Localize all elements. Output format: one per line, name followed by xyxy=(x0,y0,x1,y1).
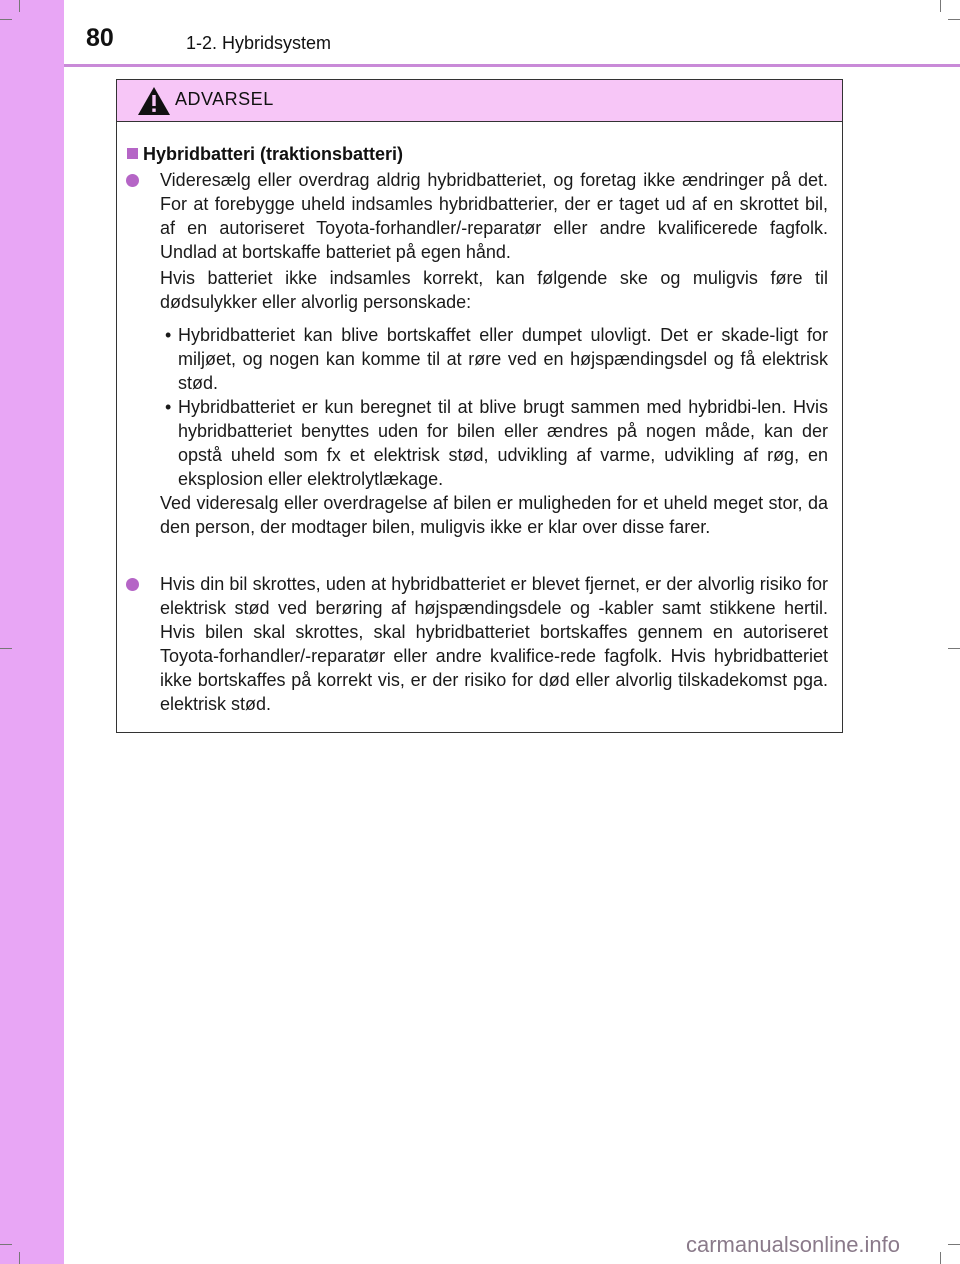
warning-box xyxy=(116,79,843,733)
paragraph: Ved videresalg eller overdragelse af bilen er muligheden for et uheld meget stor, da den person, der modtager bilen, muligvis ikke er klar over disse farer. xyxy=(160,493,828,537)
page-number: 80 xyxy=(86,24,114,52)
page-sidebar-band xyxy=(0,0,64,1264)
dot-marker: • xyxy=(165,325,172,345)
warning-title: ADVARSEL xyxy=(175,89,274,109)
list-item-text: Hybridbatteriet er kun beregnet til at blive brugt sammen med hybridbi-len. Hvis hybridbatteriet benyttes uden for bilen eller ændres på nogen måde, kan der opstå uheld som fx et elektrisk stød, udvikling af varme, udvikling af røg, en eksplosion eller elektrolytlækage. xyxy=(178,397,828,489)
list-item xyxy=(160,323,828,395)
circle-bullet-icon xyxy=(126,174,139,187)
crop-mark xyxy=(940,0,941,12)
square-bullet-icon xyxy=(127,148,138,159)
crop-mark xyxy=(948,1244,960,1245)
section-heading-text: Hybridbatteri (traktionsbatteri) xyxy=(143,144,404,164)
paragraph: Videresælg eller overdrag aldrig hybridbatteriet, og foretag ikke ændringer på det. For at forebygge uheld indsamles hybridbatterier, der er taget ud af en skrottet bil, af en autoriseret Toyota-forhandler/-reparatør eller andre kvalificerede fagfolk. Undlad at bortskaffe batteriet på egen hånd. xyxy=(160,170,828,262)
crop-mark xyxy=(0,19,12,20)
crop-mark xyxy=(19,1252,20,1264)
crop-mark xyxy=(19,0,20,12)
crop-mark xyxy=(0,1244,12,1245)
section-title: 1-2. Hybridsystem xyxy=(186,33,332,53)
list-item-text: Hybridbatteriet kan blive bortskaffet eller dumpet ulovligt. Det er skade-ligt for miljøet, og nogen kan komme til at røre ved en højspændingsdel og få elektrisk stød. xyxy=(178,325,828,393)
list-item xyxy=(160,395,828,491)
crop-mark xyxy=(948,648,960,649)
paragraph: Hvis din bil skrottes, uden at hybridbatteriet er blevet fjernet, er der alvorlig risiko for elektrisk stød ved berøring af højspændingsdele og -kabler samt stikkene hertil. Hvis bilen skal skrottes, skal hybridbatteriet bortskaffes gennem en autoriseret Toyota-forhandler/-reparatør eller andre kvalifice-rede fagfolk. Hvis hybridbatteriet ikke bortskaffes på korrekt vis, er der risiko for død eller alvorlig tilskadekomst pga. elektrisk stød. xyxy=(160,574,828,714)
section-heading xyxy=(127,144,403,165)
paragraph: Hvis batteriet ikke indsamles korrekt, kan følgende ske og muligvis føre til dødsulykker eller alvorlig personskade: xyxy=(160,268,828,312)
watermark: carmanualsonline.info xyxy=(686,1232,901,1257)
warning-triangle-icon xyxy=(137,85,171,117)
crop-mark xyxy=(940,1252,941,1264)
circle-bullet-icon xyxy=(126,578,139,591)
crop-mark xyxy=(0,648,12,649)
crop-mark xyxy=(948,19,960,20)
header-divider xyxy=(64,64,960,67)
warning-header xyxy=(117,80,842,122)
dot-marker: • xyxy=(165,397,172,417)
